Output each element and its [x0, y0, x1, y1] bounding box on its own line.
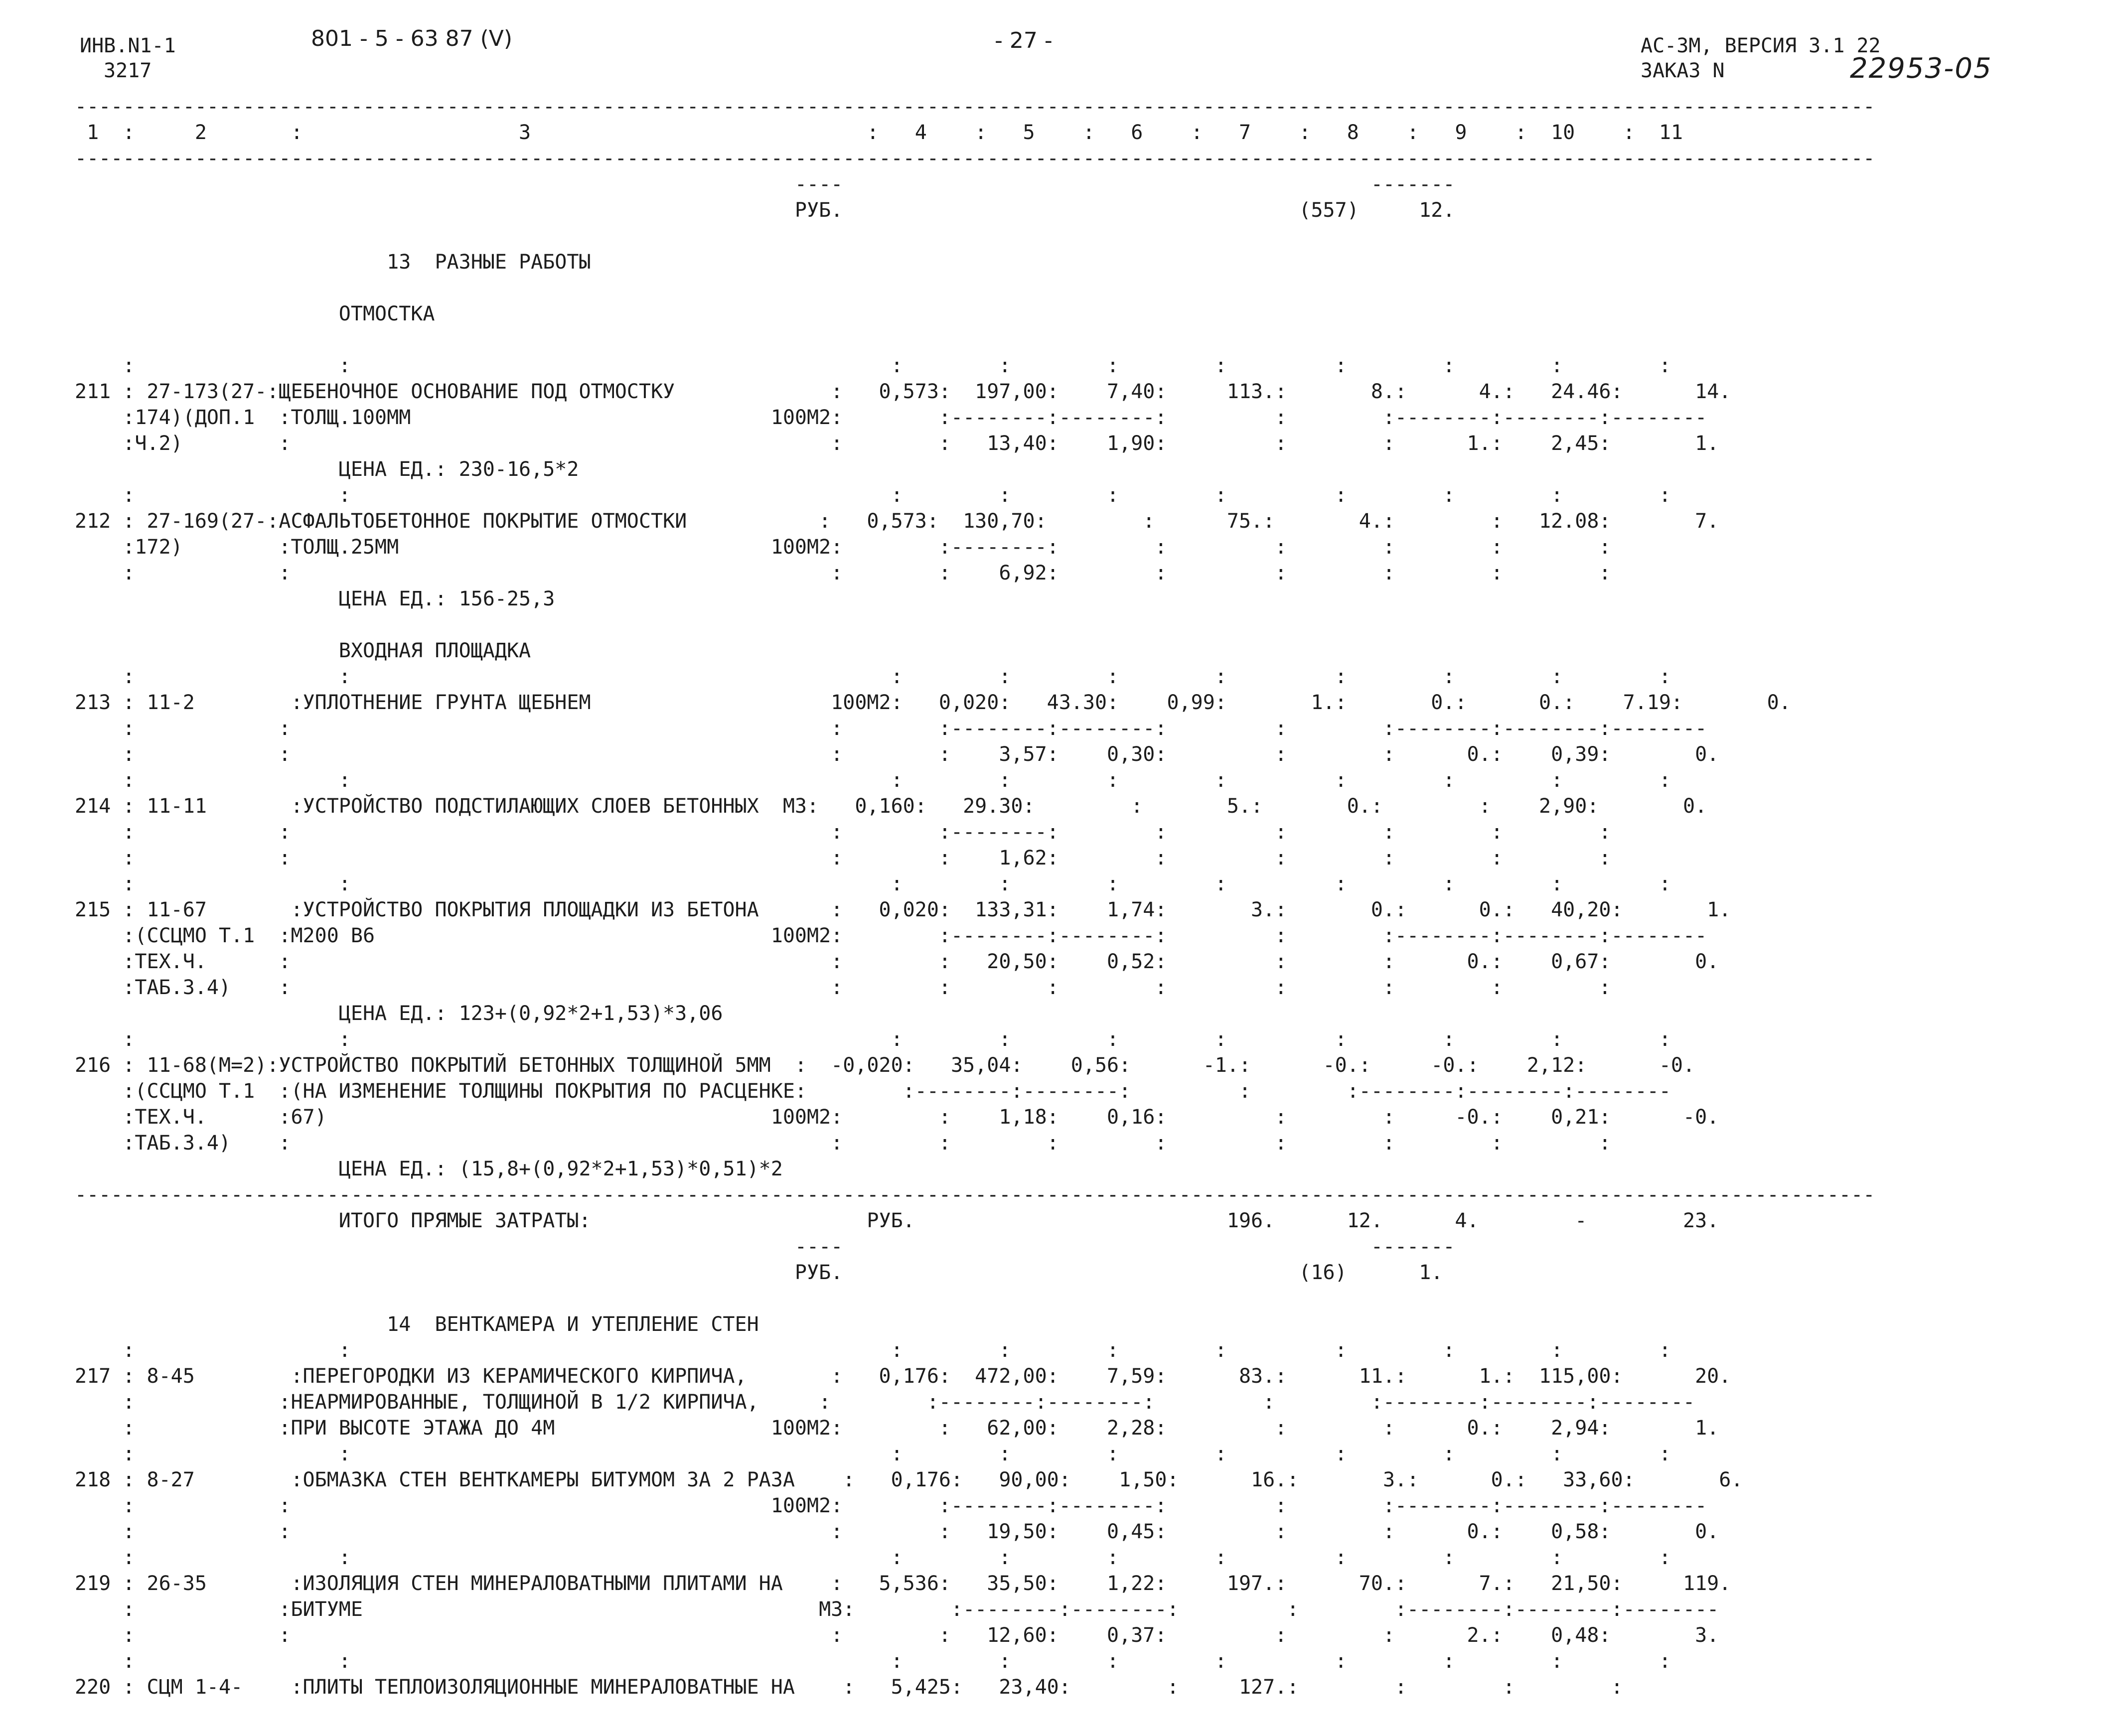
table-line [75, 327, 1875, 353]
table-line: : : : : 6,92: : : : : : [75, 562, 1611, 584]
table-line: : : : : : : : : : : [75, 1028, 1671, 1051]
table-line: : :БИТУМЕ М3: :--------:--------: : :--------:--------:-------- [75, 1598, 1719, 1621]
table-line: : : 100М2: :--------:--------: : :--------:--------:-------- [75, 1494, 1707, 1517]
table-line: : : : :--------: : : : : : [75, 821, 1611, 844]
table-line: ------------------------------------------------------------------------------------------------------------------------------------------------------ [75, 1183, 1875, 1206]
table-line: :172) :ТОЛЩ.25ММ 100М2: :--------: : : : : : [75, 536, 1611, 559]
page-number: - 27 - [995, 28, 1053, 53]
table-line: 212 : 27-169(27-:АСФАЛЬТОБЕТОННОЕ ПОКРЫТИЕ ОТМОСТКИ : 0,573: 130,70: : 75.: 4.: : 12.08: 7. [75, 510, 1719, 533]
table-line: : : : : : : : : : : [75, 354, 1671, 377]
table-line: 217 : 8-45 :ПЕРЕГОРОДКИ ИЗ КЕРАМИЧЕСКОГО КИРПИЧА, : 0,176: 472,00: 7,59: 83.: 11.: 1.: 115,00: 20. [75, 1365, 1731, 1388]
table-line: : : : : 3,57: 0,30: : : 0.: 0,39: 0. [75, 743, 1719, 766]
table-line: : : : : : : : : : : [75, 1546, 1671, 1569]
table-line: : :НЕАРМИРОВАННЫЕ, ТОЛЩИНОЙ В 1/2 КИРПИЧА, : :--------:--------: : :--------:--------:-------- [75, 1391, 1695, 1414]
table-line: ЦЕНА ЕД.: 123+(0,92*2+1,53)*3,06 [75, 1002, 723, 1025]
table-line: :ТАБ.3.4) : : : : : : : : : [75, 1132, 1611, 1155]
table-line [75, 223, 1875, 249]
document-code: 801 - 5 - 63 87 (V) [311, 26, 513, 51]
table-line: 220 : СЦМ 1-4- :ПЛИТЫ ТЕПЛОИЗОЛЯЦИОННЫЕ МИНЕРАЛОВАТНЫЕ НА : 5,425: 23,40: : 127.: : : : [75, 1676, 1623, 1699]
inventory-number: 3217 [104, 59, 152, 82]
order-number: 22953-05 [1850, 52, 1992, 85]
program-version: АС-3М, ВЕРСИЯ 3.1 22 [1641, 34, 1881, 57]
table-line: : : : : : : : : : : [75, 484, 1671, 507]
table-line: : : : : 12,60: 0,37: : : 2.: 0,48: 3. [75, 1624, 1719, 1647]
table-line: ---- ------- [75, 173, 1455, 196]
table-line: ------------------------------------------------------------------------------------------------------------------------------------------------------ [75, 147, 1875, 170]
table-line: :(ССЦМО Т.1 :М200 В6 100М2: :--------:--------: : :--------:--------:-------- [75, 924, 1707, 947]
table-line: 219 : 26-35 :ИЗОЛЯЦИЯ СТЕН МИНЕРАЛОВАТНЫМИ ПЛИТАМИ НА : 5,536: 35,50: 1,22: 197.: 70.: 7.: 21,50: 119. [75, 1572, 1731, 1595]
table-line: : : : : : : : : : : [75, 1339, 1671, 1362]
table-line: : :ПРИ ВЫСОТЕ ЭТАЖА ДО 4М 100М2: : 62,00: 2,28: : : 0.: 2,94: 1. [75, 1417, 1719, 1440]
table-line: ------------------------------------------------------------------------------------------------------------------------------------------------------ [75, 95, 1875, 118]
table-line: ВХОДНАЯ ПЛОЩАДКА [75, 639, 531, 662]
table-line [75, 275, 1875, 301]
estimate-table [75, 94, 1875, 1700]
table-line: 216 : 11-68(М=2):УСТРОЙСТВО ПОКРЫТИЙ БЕТОННЫХ ТОЛЩИНОЙ 5ММ : -0,020: 35,04: 0,56: -1.: -0.: -0.: 2,12: -0. [75, 1054, 1695, 1077]
table-line: : : : : : : : : : : [75, 872, 1671, 895]
table-line: РУБ. (557) 12. [75, 199, 1455, 222]
table-line: 14 ВЕНТКАМЕРА И УТЕПЛЕНИЕ СТЕН [75, 1313, 759, 1336]
table-line: :ТЕХ.Ч. : : : 20,50: 0,52: : : 0.: 0,67: 0. [75, 950, 1719, 973]
table-line: 218 : 8-27 :ОБМАЗКА СТЕН ВЕНТКАМЕРЫ БИТУМОМ ЗА 2 РАЗА : 0,176: 90,00: 1,50: 16.: 3.: 0.: 33,60: 6. [75, 1468, 1743, 1491]
table-line: : : : : : : : : : : [75, 769, 1671, 792]
table-line: :ТЕХ.Ч. :67) 100М2: : 1,18: 0,16: : : -0.: 0,21: -0. [75, 1106, 1719, 1129]
table-line: ---- ------- [75, 1235, 1455, 1258]
table-line: :174)(ДОП.1 :ТОЛЩ.100ММ 100М2: :--------:--------: : :--------:--------:-------- [75, 406, 1707, 429]
inventory-label: ИНВ.N1-1 [80, 34, 176, 57]
table-line: ЦЕНА ЕД.: (15,8+(0,92*2+1,53)*0,51)*2 [75, 1157, 783, 1180]
table-line: : : : : 19,50: 0,45: : : 0.: 0,58: 0. [75, 1520, 1719, 1543]
table-line: 1 : 2 : 3 : 4 : 5 : 6 : 7 : 8 : 9 : 10 : 11 [75, 121, 1683, 144]
table-line: :(ССЦМО Т.1 :(НА ИЗМЕНЕНИЕ ТОЛЩИНЫ ПОКРЫТИЯ ПО РАСЦЕНКЕ: :--------:--------: : :--------:--------:-------- [75, 1080, 1671, 1103]
order-label: ЗАКАЗ N [1641, 59, 1725, 82]
table-line: : : : : : : : : : : [75, 1443, 1671, 1465]
table-line: ЦЕНА ЕД.: 230-16,5*2 [75, 458, 579, 481]
table-line [75, 612, 1875, 638]
table-line: 13 РАЗНЫЕ РАБОТЫ [75, 251, 591, 274]
table-line: : : : : : : : : : : [75, 665, 1671, 688]
table-line [75, 1286, 1875, 1311]
table-line: :ТАБ.3.4) : : : : : : : : : [75, 976, 1611, 999]
table-line: 214 : 11-11 :УСТРОЙСТВО ПОДСТИЛАЮЩИХ СЛОЕВ БЕТОННЫХ М3: 0,160: 29.30: : 5.: 0.: : 2,90: 0. [75, 795, 1707, 818]
table-line: : : : : : : : : : : [75, 1650, 1671, 1673]
table-line: : : : :--------:--------: : :--------:--------:-------- [75, 717, 1707, 740]
table-line: ИТОГО ПРЯМЫЕ ЗАТРАТЫ: РУБ. 196. 12. 4. - 23. [75, 1209, 1719, 1232]
table-line: 213 : 11-2 :УПЛОТНЕНИЕ ГРУНТА ЩЕБНЕМ 100М2: 0,020: 43.30: 0,99: 1.: 0.: 0.: 7.19: 0. [75, 691, 1791, 714]
table-line: : : : : 1,62: : : : : : [75, 847, 1611, 869]
table-line: РУБ. (16) 1. [75, 1261, 1443, 1284]
table-line: :Ч.2) : : : 13,40: 1,90: : : 1.: 2,45: 1. [75, 432, 1719, 455]
table-line: 215 : 11-67 :УСТРОЙСТВО ПОКРЫТИЯ ПЛОЩАДКИ ИЗ БЕТОНА : 0,020: 133,31: 1,74: 3.: 0.: 0.: 40,20: 1. [75, 898, 1731, 921]
table-line: 211 : 27-173(27-:ЩЕБЕНОЧНОЕ ОСНОВАНИЕ ПОД ОТМОСТКУ : 0,573: 197,00: 7,40: 113.: 8.: 4.: 24.46: 14. [75, 380, 1731, 403]
table-line: ОТМОСТКА [75, 302, 435, 325]
table-line: ЦЕНА ЕД.: 156-25,3 [75, 587, 555, 610]
